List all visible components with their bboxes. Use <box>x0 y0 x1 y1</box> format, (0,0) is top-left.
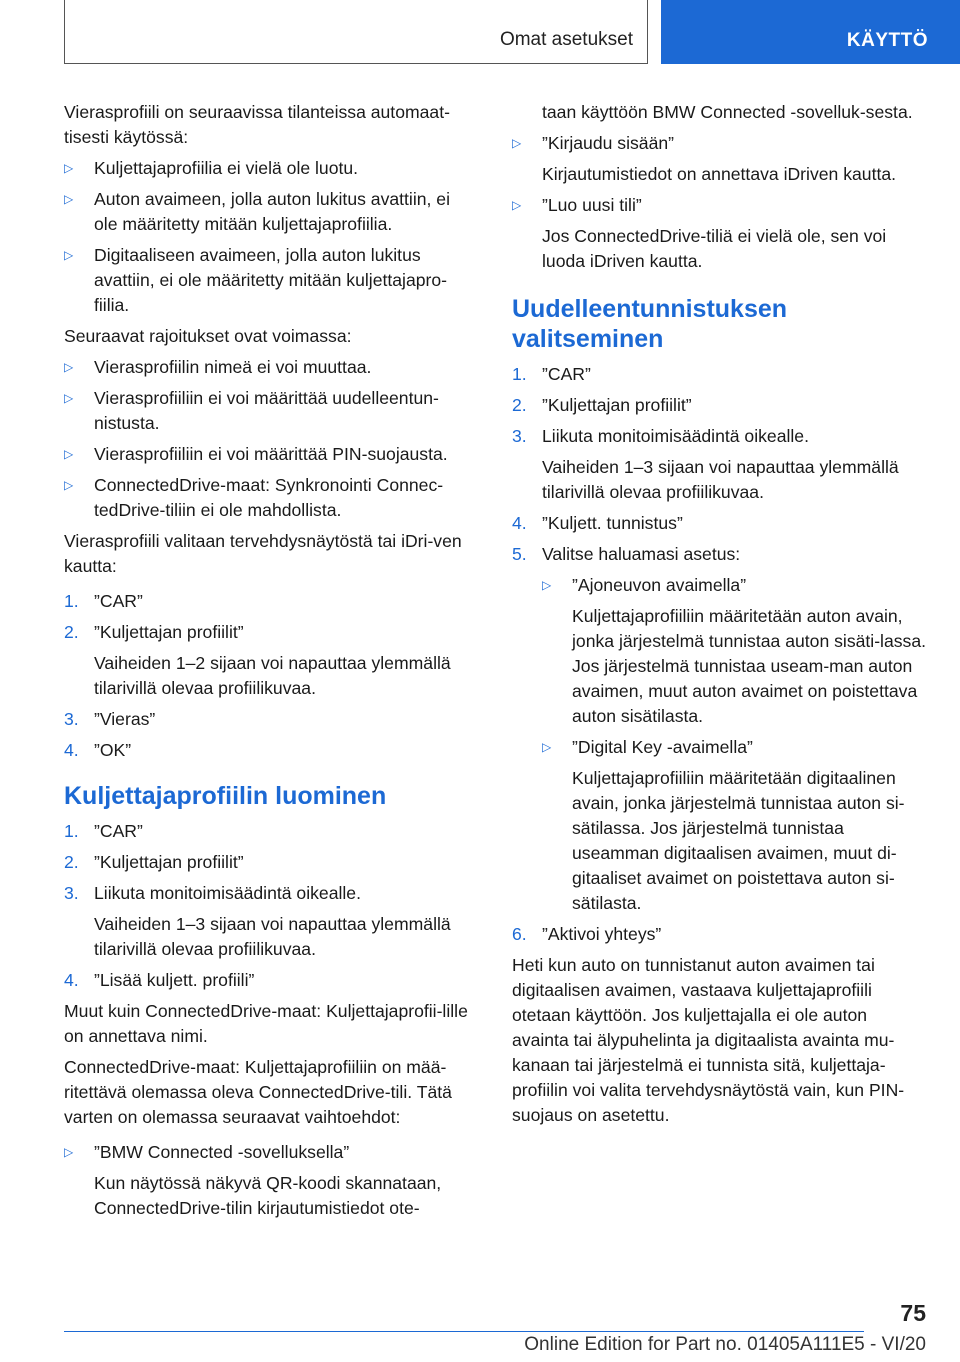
section-title: Omat asetukset <box>499 29 633 50</box>
option-item: ▷ ”Digital Key -avaimella” <box>512 735 926 760</box>
section-heading: Uudelleentunnistuksen valitseminen <box>512 295 788 353</box>
option-note: Kuljettajaprofiiliin määritetään auton avain, jonka järjestelmä tunnistaa auton sisäti-lassa. Jos järjestelmä tunnistaa useam-man auton avaimen, muut auton avaimet on poistettava auton sisätilasta. <box>572 606 927 726</box>
paragraph: Muut kuin ConnectedDrive-maat: Kuljettajaprofii-lille on annettava nimi. <box>64 1001 468 1046</box>
bullet-item: ▷ Kuljettajaprofiilia ei vielä ole luotu. <box>64 156 478 181</box>
paragraph: Vierasprofiili on seuraavissa tilanteissa automaat-tisesti käytössä: <box>64 102 450 147</box>
paragraph: Seuraavat rajoitukset ovat voimassa: <box>64 326 352 346</box>
step-number: 1. <box>512 364 527 384</box>
step-item: 6. ”Aktivoi yhteys” <box>512 922 926 947</box>
bullet-item: ▷ Vierasprofiilin nimeä ei voi muuttaa. <box>64 355 478 380</box>
left-column <box>64 100 478 1227</box>
right-column <box>512 100 926 1134</box>
bullet-note: Jos ConnectedDrive-tiliä ei vielä ole, sen voi luoda iDriven kautta. <box>542 226 887 271</box>
step-note: Vaiheiden 1–3 sijaan voi napauttaa ylemmällä tilarivillä olevaa profiilikuvaa. <box>94 914 451 959</box>
step-number: 6. <box>512 924 527 944</box>
triangle-bullet-icon: ▷ <box>542 740 552 754</box>
step-item: 2. ”Kuljettajan profiilit” <box>64 850 478 875</box>
step-item: 4. ”OK” <box>64 738 478 763</box>
triangle-bullet-icon: ▷ <box>64 360 74 374</box>
triangle-bullet-icon: ▷ <box>64 1145 74 1159</box>
triangle-bullet-icon: ▷ <box>64 391 74 405</box>
bullet-item: ▷ ”Luo uusi tili” <box>512 193 926 218</box>
page-header <box>64 0 960 66</box>
bullet-item: ▷ ”BMW Connected -sovelluksella” <box>64 1140 478 1165</box>
step-item: 1. ”CAR” <box>64 589 478 614</box>
step-number: 2. <box>64 852 79 872</box>
section-tab <box>64 0 648 64</box>
page-number: 75 <box>900 1300 926 1326</box>
triangle-bullet-icon: ▷ <box>64 161 74 175</box>
step-number: 4. <box>64 740 79 760</box>
triangle-bullet-icon: ▷ <box>542 578 552 592</box>
triangle-bullet-icon: ▷ <box>64 447 74 461</box>
step-number: 3. <box>64 709 79 729</box>
step-item: 3. ”Vieras” <box>64 707 478 732</box>
triangle-bullet-icon: ▷ <box>64 192 74 206</box>
step-number: 4. <box>512 513 527 533</box>
chapter-tab <box>661 0 960 64</box>
step-number: 1. <box>64 591 79 611</box>
bullet-item: ▷ Vierasprofiiliin ei voi määrittää uudelleentun-nistusta. <box>64 388 439 433</box>
step-number: 4. <box>64 970 79 990</box>
bullet-item: ▷ ”Kirjaudu sisään” <box>512 131 926 156</box>
step-item: 2. ”Kuljettajan profiilit” <box>64 620 478 645</box>
step-number: 3. <box>512 426 527 446</box>
chapter-title: KÄYTTÖ <box>846 30 928 51</box>
step-number: 5. <box>512 544 527 564</box>
bullet-item: ▷ Auton avaimeen, jolla auton lukitus avattiin, ei ole määritetty mitään kuljettajaprofiilia. <box>64 189 450 234</box>
step-item: 4. ”Kuljett. tunnistus” <box>512 511 926 536</box>
option-item: ▷ ”Ajoneuvon avaimella” <box>512 573 926 598</box>
step-item: 4. ”Lisää kuljett. profiili” <box>64 968 478 993</box>
step-item: 2. ”Kuljettajan profiilit” <box>512 393 926 418</box>
triangle-bullet-icon: ▷ <box>512 198 522 212</box>
paragraph: Vierasprofiili valitaan tervehdysnäytöstä tai iDri-ven kautta: <box>64 531 462 576</box>
paragraph: Heti kun auto on tunnistanut auton avaimen tai digitaalisen avaimen, vastaava kuljettajaprofiili otetaan käyttöön. Jos kuljettajalla ei ole auton avainta tai älypuhelinta ja digitaalista avainta mu-kanaan tai järjestelmä ei tunnista sitä, kuljettaja-profiilin voi valita tervehdysnäytöstä vain, kun PIN-suojaus on asetettu. <box>512 955 905 1125</box>
step-note: Vaiheiden 1–2 sijaan voi napauttaa ylemmällä tilarivillä olevaa profiilikuvaa. <box>94 653 451 698</box>
option-note: Kuljettajaprofiiliin määritetään digitaalinen avain, jonka järjestelmä tunnistaa auton si-sätilassa. Jos järjestelmä tunnistaa useamman digitaalisen avaimen, muut di-gitaaliset avaimet on poistettava auton si-sätilasta. <box>572 768 905 913</box>
triangle-bullet-icon: ▷ <box>64 248 74 262</box>
step-number: 1. <box>64 821 79 841</box>
bullet-note: Kirjautumistiedot on annettava iDriven kautta. <box>542 164 897 184</box>
step-item: 1. ”CAR” <box>64 819 478 844</box>
triangle-bullet-icon: ▷ <box>64 478 74 492</box>
bullet-item: ▷ Vierasprofiiliin ei voi määrittää PIN-suojausta. <box>64 442 478 467</box>
step-note: Vaiheiden 1–3 sijaan voi napauttaa ylemmällä tilarivillä olevaa profiilikuvaa. <box>542 457 899 502</box>
step-item: 3. Liikuta monitoimisäädintä oikealle. <box>64 881 478 906</box>
step-item: 5. Valitse haluamasi asetus: <box>512 542 926 567</box>
bullet-note: Kun näytössä näkyvä QR-koodi skannataan, ConnectedDrive-tilin kirjautumistiedot ote- <box>94 1173 442 1218</box>
bullet-item: ▷ ConnectedDrive-maat: Synkronointi Connec-tedDrive-tiliin ei ole mahdollista. <box>64 475 444 520</box>
paragraph: ConnectedDrive-maat: Kuljettajaprofiiliin on mää-ritettävä olemassa oleva ConnectedDrive-tili. Tätä varten on olemassa seuraavat vaihtoehdot: <box>64 1057 452 1127</box>
section-heading: Kuljettajaprofiilin luominen <box>64 782 387 810</box>
step-number: 2. <box>64 622 79 642</box>
triangle-bullet-icon: ▷ <box>512 136 522 150</box>
step-number: 2. <box>512 395 527 415</box>
footer-text: Online Edition for Part no. 01405A111E5 - VI/20 <box>524 1334 926 1355</box>
step-item: 3. Liikuta monitoimisäädintä oikealle. <box>512 424 926 449</box>
step-number: 3. <box>64 883 79 903</box>
footer-divider <box>64 1331 864 1332</box>
bullet-item: ▷ Digitaaliseen avaimeen, jolla auton lukitus avattiin, ei ole määritetty mitään kuljettajapro-fiilia. <box>64 245 448 315</box>
step-item: 1. ”CAR” <box>512 362 926 387</box>
bullet-note-continued: taan käyttöön BMW Connected -sovelluk-sesta. <box>542 102 913 122</box>
